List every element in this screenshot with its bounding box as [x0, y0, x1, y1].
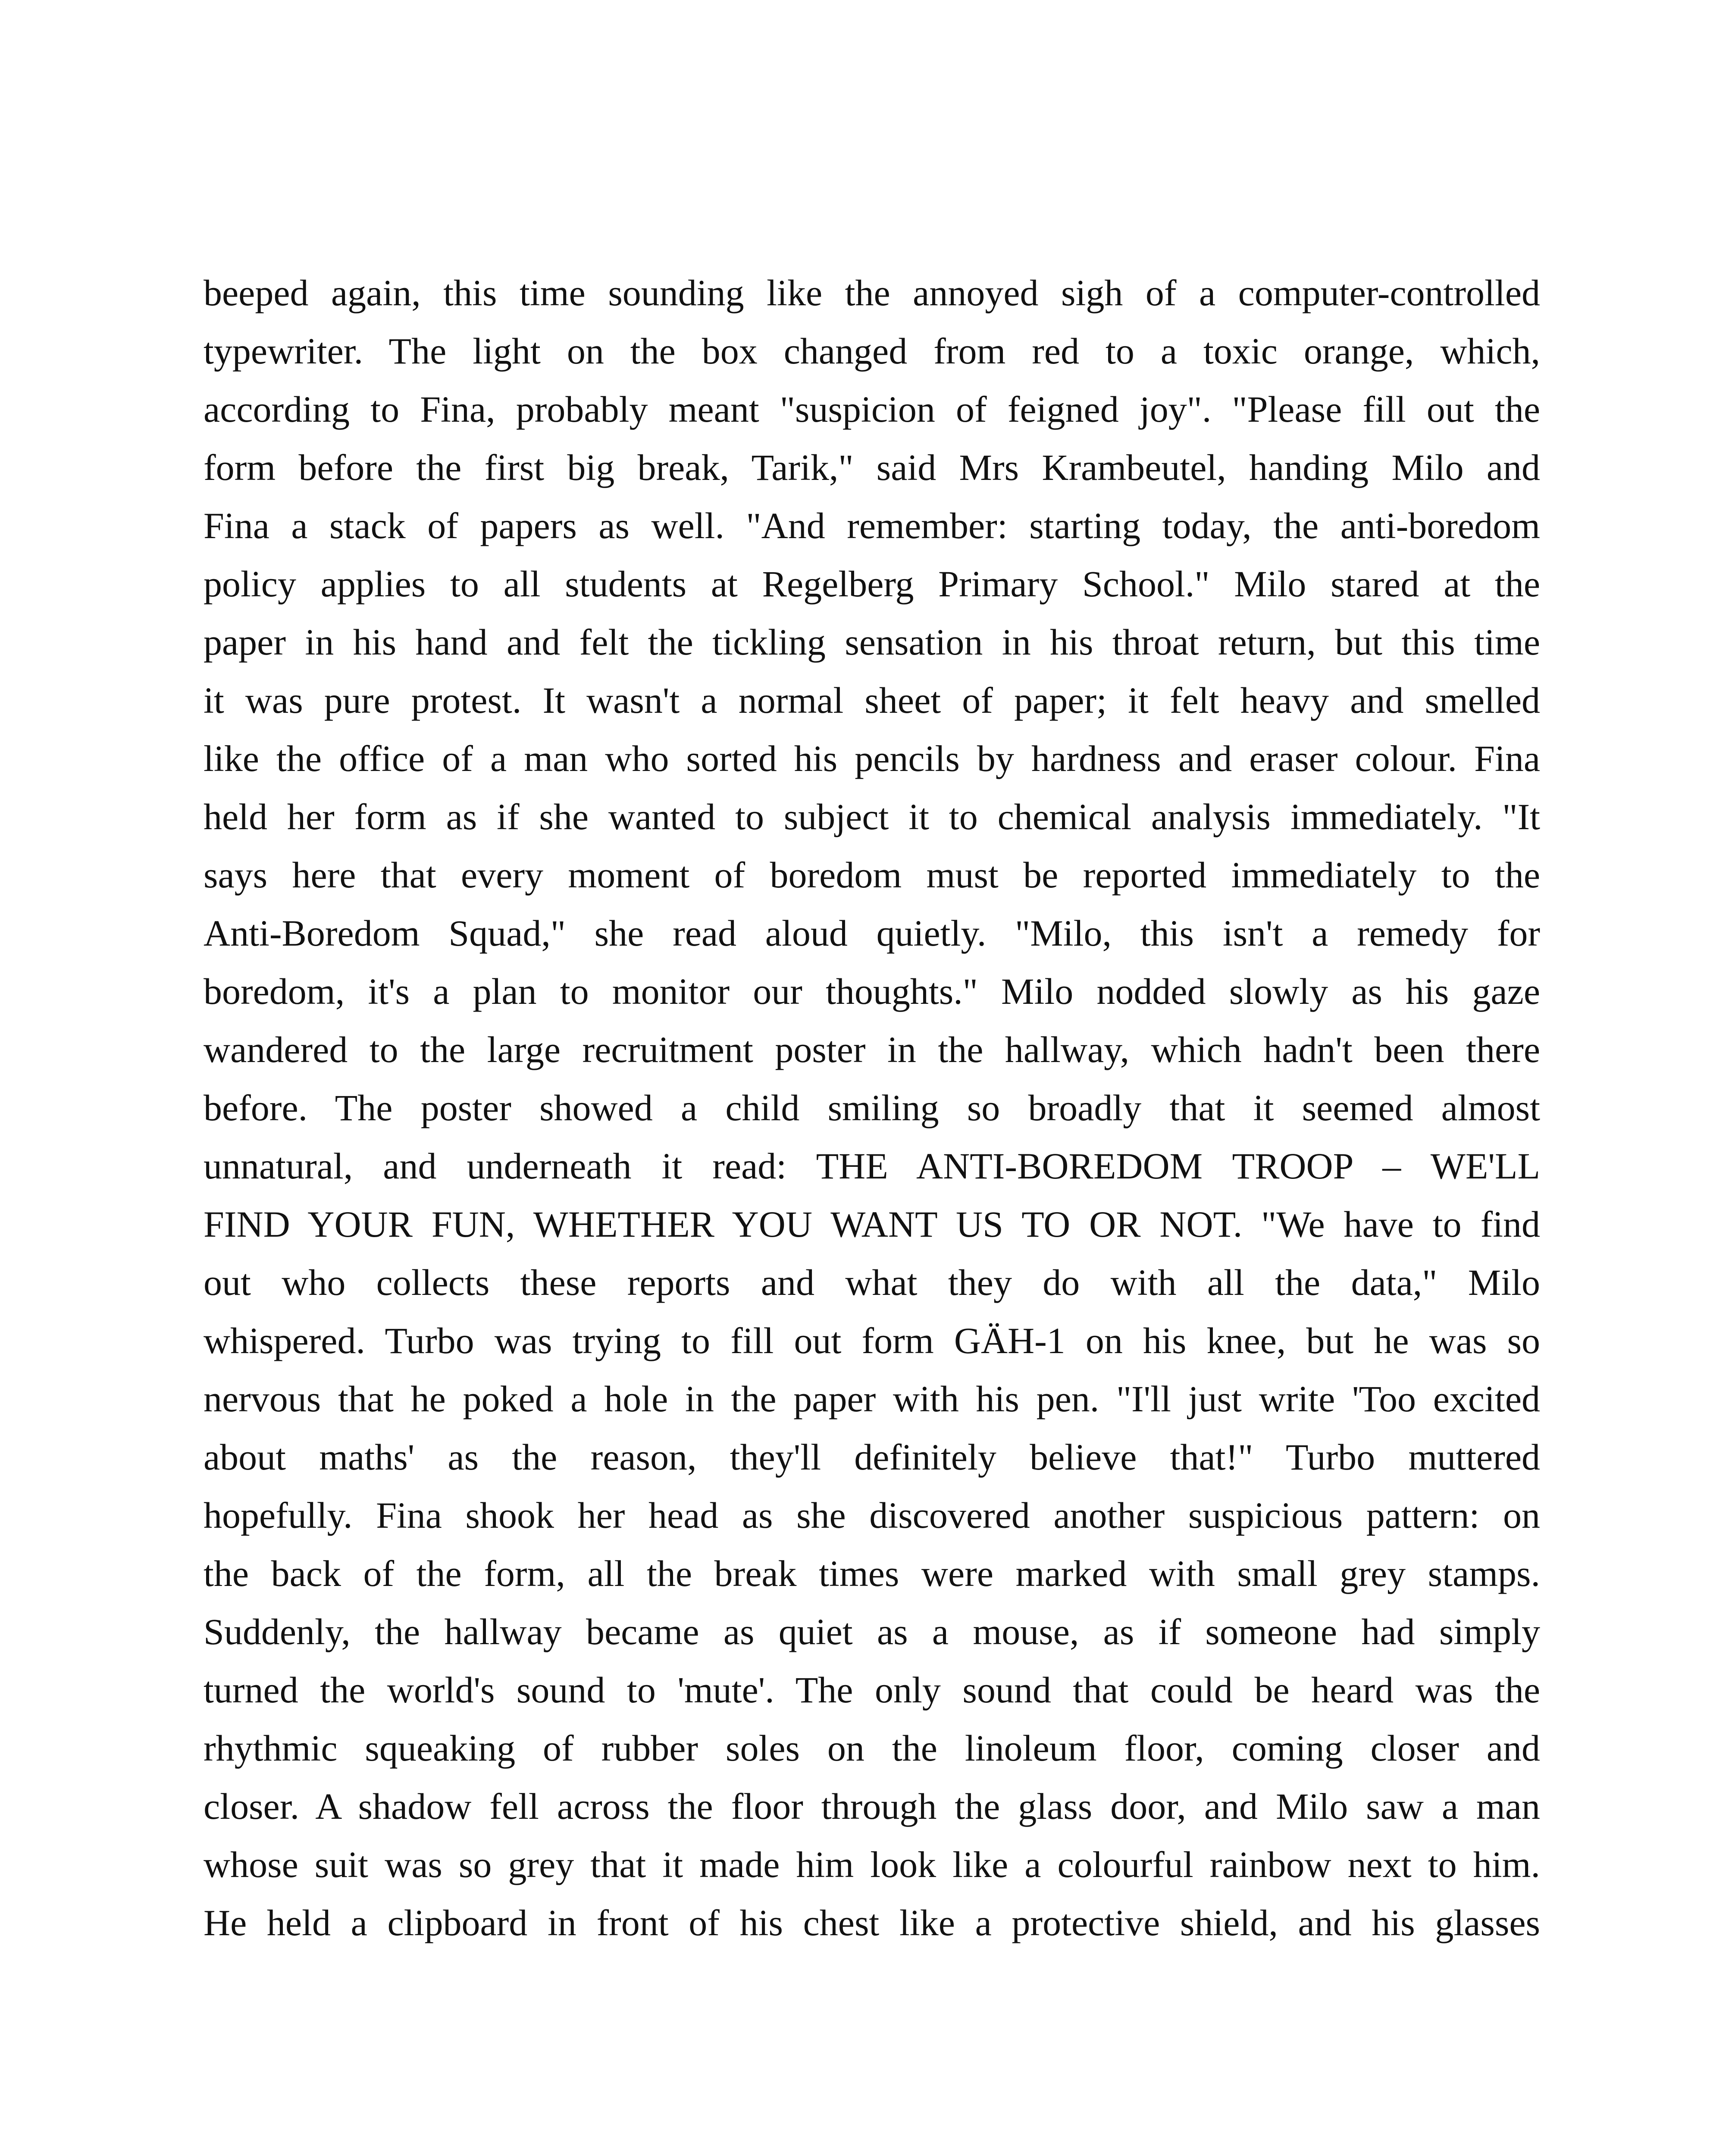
text-line: turned the world's sound to 'mute'. The only sound that could be heard was the: [204, 1669, 1540, 1711]
text-line: whispered. Turbo was trying to fill out form GÄH-1 on his knee, but he was so: [204, 1320, 1540, 1361]
text-line: Suddenly, the hallway became as quiet as a mouse, as if someone had simply: [204, 1611, 1540, 1652]
text-line: like the office of a man who sorted his pencils by hardness and eraser colour. Fina: [204, 738, 1540, 779]
text-line: about maths' as the reason, they'll definitely believe that!" Turbo muttered: [204, 1436, 1540, 1478]
text-line: says here that every moment of boredom must be reported immediately to the: [204, 854, 1540, 896]
text-line: nervous that he poked a hole in the paper with his pen. "I'll just write 'Too excited: [204, 1378, 1540, 1420]
text-line: He held a clipboard in front of his chest like a protective shield, and his glasses: [204, 1902, 1540, 1943]
text-line: according to Fina, probably meant "suspicion of feigned joy". "Please fill out the: [204, 389, 1540, 430]
text-line: policy applies to all students at Regelberg Primary School." Milo stared at the: [204, 563, 1540, 605]
text-line: Anti-Boredom Squad," she read aloud quietly. "Milo, this isn't a remedy for: [204, 912, 1540, 954]
text-line: form before the first big break, Tarik," said Mrs Krambeutel, handing Milo and: [204, 447, 1540, 488]
text-line: it was pure protest. It wasn't a normal sheet of paper; it felt heavy and smelled: [204, 680, 1540, 721]
text-line: closer. A shadow fell across the floor through the glass door, and Milo saw a man: [204, 1786, 1540, 1827]
text-line: hopefully. Fina shook her head as she discovered another suspicious pattern: on: [204, 1495, 1540, 1536]
text-line: FIND YOUR FUN, WHETHER YOU WANT US TO OR NOT. "We have to find: [204, 1203, 1540, 1245]
text-line: out who collects these reports and what they do with all the data," Milo: [204, 1262, 1540, 1303]
text-line: whose suit was so grey that it made him look like a colourful rainbow next to him.: [204, 1844, 1540, 1885]
text-line: rhythmic squeaking of rubber soles on the linoleum floor, coming closer and: [204, 1727, 1540, 1769]
text-line: unnatural, and underneath it read: THE ANTI-BOREDOM TROOP – WE'LL: [204, 1145, 1540, 1187]
text-line: the back of the form, all the break times were marked with small grey stamps.: [204, 1553, 1540, 1594]
text-line: Fina a stack of papers as well. "And remember: starting today, the anti-boredom: [204, 505, 1540, 546]
text-line: wandered to the large recruitment poster in the hallway, which hadn't been there: [204, 1029, 1540, 1070]
body-text: [204, 264, 1540, 1952]
text-line: boredom, it's a plan to monitor our thoughts." Milo nodded slowly as his gaze: [204, 971, 1540, 1012]
text-line: paper in his hand and felt the tickling sensation in his throat return, but this time: [204, 621, 1540, 663]
text-line: beeped again, this time sounding like the annoyed sigh of a computer-controlled: [204, 272, 1540, 313]
text-line: typewriter. The light on the box changed from red to a toxic orange, which,: [204, 330, 1540, 372]
text-line: before. The poster showed a child smiling so broadly that it seemed almost: [204, 1087, 1540, 1128]
text-line: held her form as if she wanted to subject it to chemical analysis immediately. "It: [204, 796, 1540, 837]
